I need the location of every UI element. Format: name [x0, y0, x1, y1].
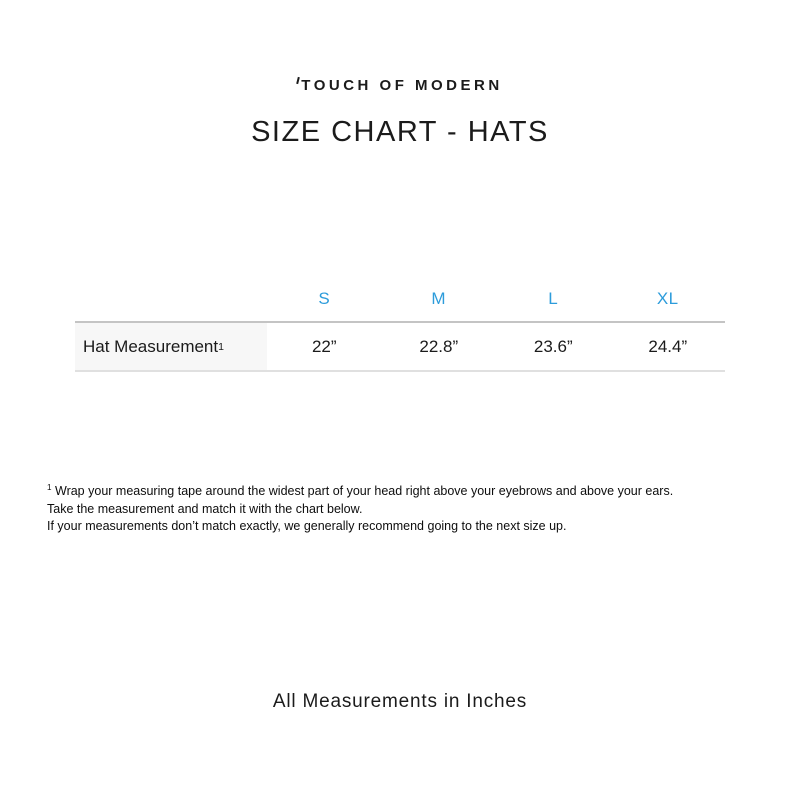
cell-size-xl: 24.4”: [648, 336, 688, 356]
footnote-line-2: Take the measurement and match it with the chart below.: [47, 501, 363, 516]
footnote-superscript: 1: [47, 482, 52, 492]
footnote-line-1: [47, 483, 747, 501]
column-header-s: S: [318, 288, 331, 308]
size-chart-table: [75, 276, 725, 372]
brand-logo-text: TOUCH OF MODERN: [301, 77, 503, 94]
column-header-m: M: [431, 288, 447, 308]
cell-size-m: 22.8”: [419, 336, 459, 356]
brand-logo-tick-icon: [296, 77, 300, 84]
page-title: SIZE CHART - HATS: [251, 116, 549, 148]
footnote: [47, 483, 747, 536]
footnote-line-1-text: Wrap your measuring tape around the widest part of your head right above your eyebrows and above your ears.: [55, 484, 674, 498]
table-row: [75, 321, 725, 372]
column-header-l: L: [548, 288, 559, 308]
table-header-row: [75, 276, 725, 321]
brand-logo: [0, 77, 800, 94]
row-label: Hat Measurement 1: [75, 323, 267, 370]
cell-size-s: 22”: [311, 336, 337, 356]
row-label-text: Hat Measurement: [83, 336, 219, 356]
measurements-unit-note: All Measurements in Inches: [272, 691, 528, 712]
column-header-xl: XL: [656, 288, 679, 308]
cell-size-l: 23.6”: [533, 336, 573, 356]
footnote-line-3: If your measurements don’t match exactly, we generally recommend going to the next size up.: [47, 519, 567, 533]
